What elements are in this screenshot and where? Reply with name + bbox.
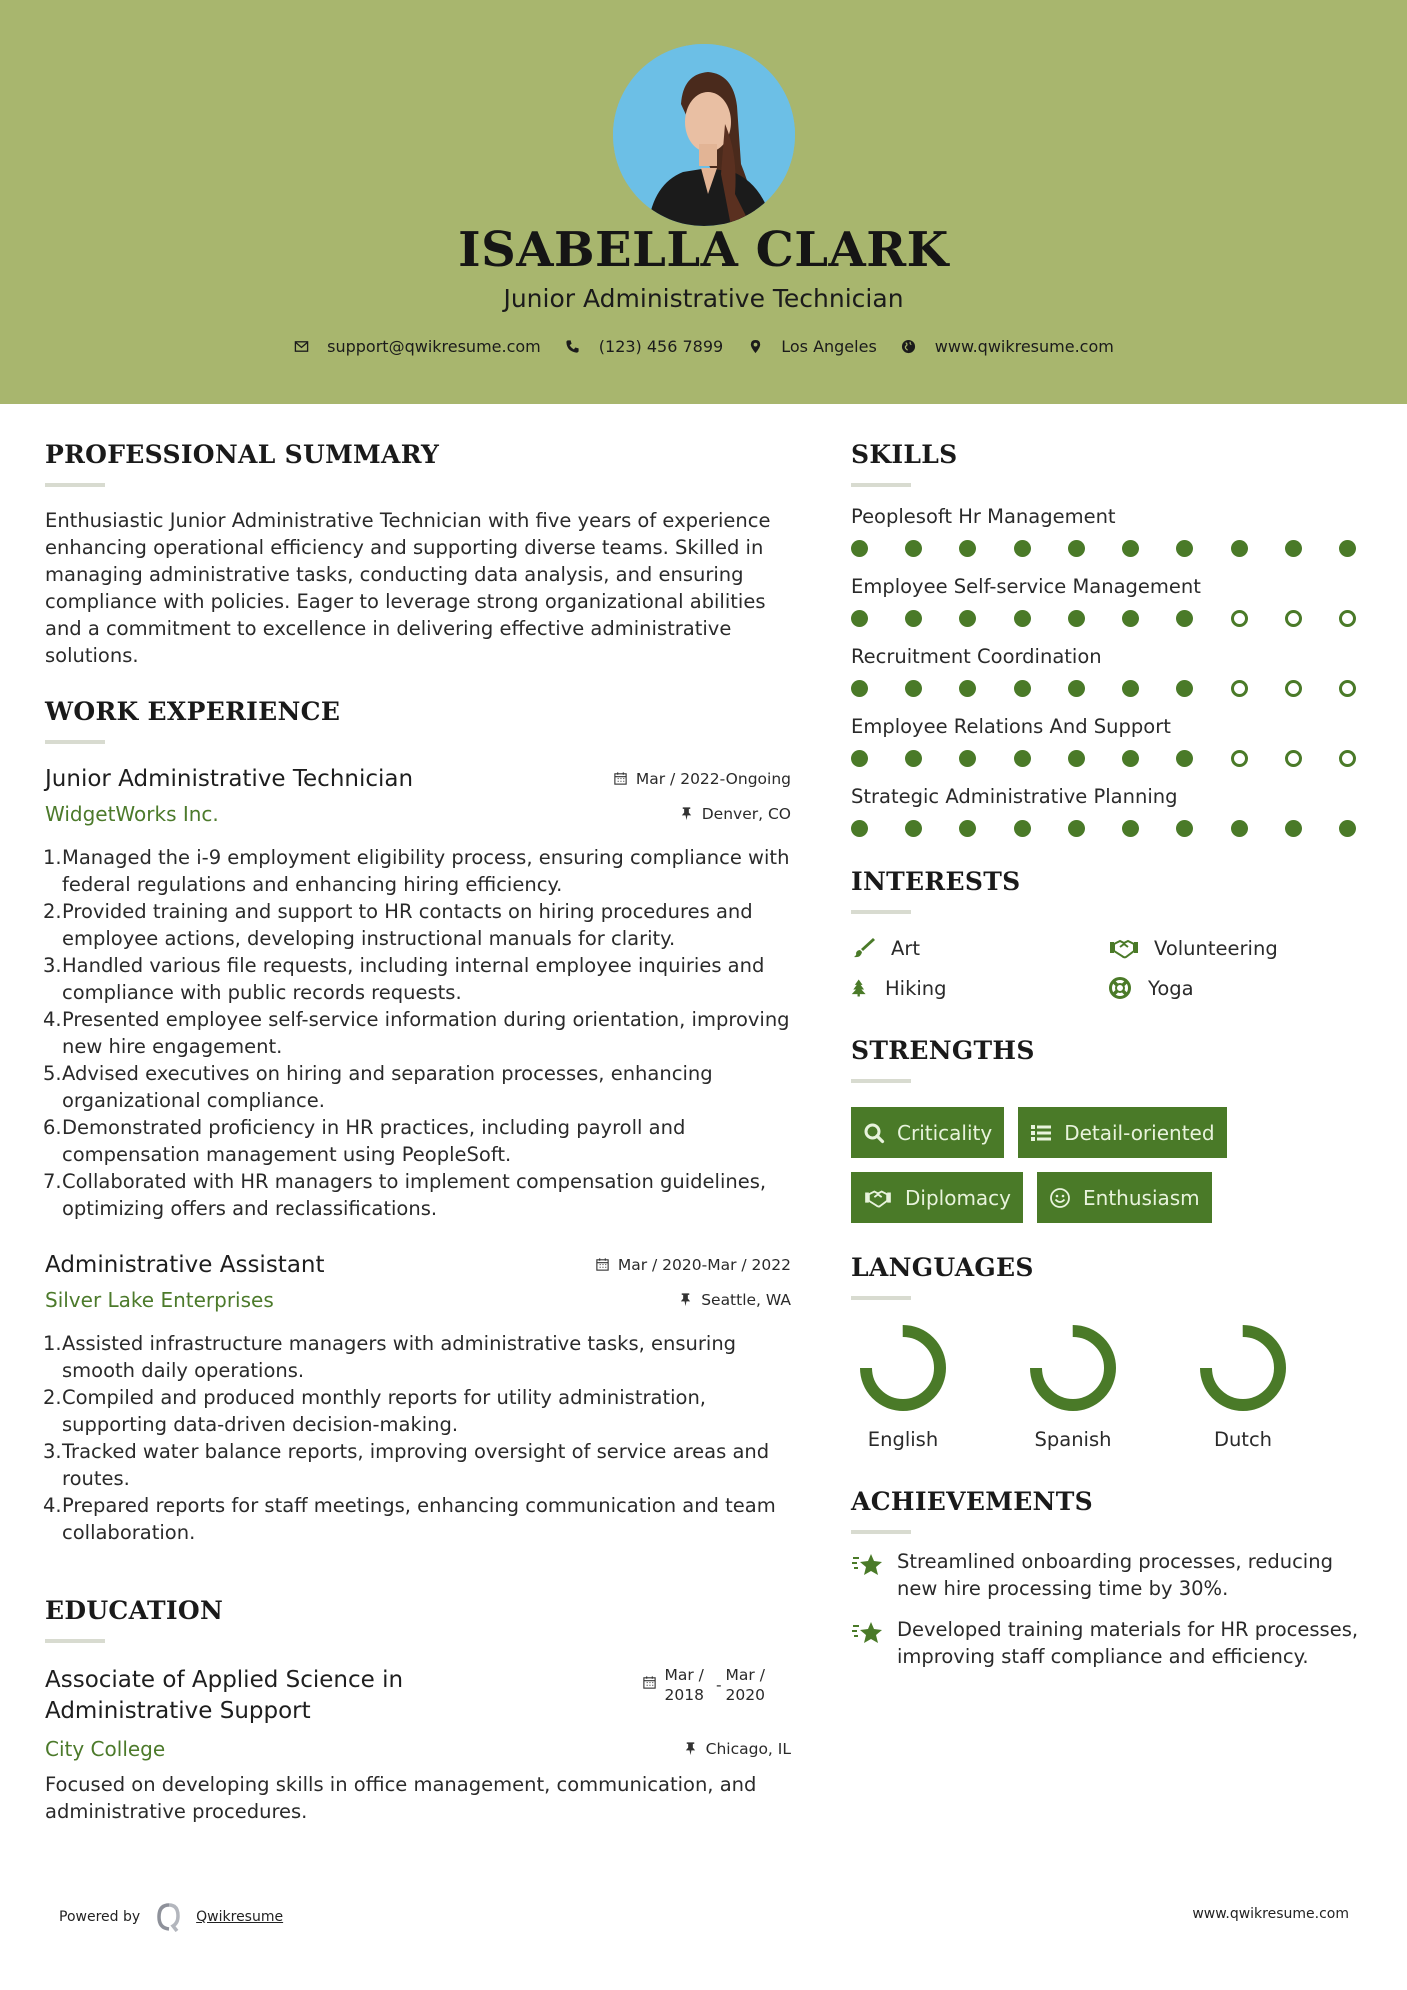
skill-rating (851, 750, 1356, 767)
contact-bar (0, 337, 1407, 356)
bullet-item: 3. Handled various file requests, including internal employee inquiries and compliance with public records requests. (43, 954, 765, 1004)
strength-chip (1018, 1107, 1226, 1158)
contact-phone-text: (123) 456 7899 (598, 337, 724, 356)
list-icon (1030, 1122, 1052, 1144)
contact-website[interactable] (901, 337, 1114, 356)
section-divider (45, 1639, 105, 1643)
languages-list (851, 1322, 1371, 1451)
school-name: City College (45, 1737, 166, 1761)
language-progress-ring (857, 1322, 949, 1414)
handshake-icon (1108, 936, 1140, 960)
interest-label: Hiking (885, 976, 947, 1000)
interest-label: Volunteering (1154, 936, 1278, 960)
summary-text: Enthusiastic Junior Administrative Technician with five years of experience enhancing operational efficiency and supporting diverse teams. Skilled in managing administrative tasks, conducting data analysis, and ensuring compliance with policies. Eager to leverage strong organizational abilities and a commitment to excellence in delivering effective administrative solutions. (45, 509, 771, 667)
section-divider (45, 483, 105, 487)
rating-dot-empty (1231, 610, 1248, 627)
bullet-item: 7. Collaborated with HR managers to implement compensation guidelines, optimizing offers and reclassifications. (43, 1170, 767, 1220)
education-section (45, 1596, 791, 1825)
rating-dot-filled (905, 750, 922, 767)
strengths-section (851, 1036, 1371, 1223)
rating-dot-filled (1068, 820, 1085, 837)
rating-dot-filled (1068, 680, 1085, 697)
bullet-item: 1. Managed the i-9 employment eligibility process, ensuring compliance with federal regulations and enhancing hiring efficiency. (43, 846, 790, 896)
rating-dot-filled (1176, 750, 1193, 767)
achievements-title: ACHIEVEMENTS (851, 1487, 1093, 1516)
envelope-icon (293, 339, 309, 355)
job-dates-text: Mar / 2020-Mar / 2022 (617, 1255, 791, 1274)
education-title: EDUCATION (45, 1596, 224, 1625)
rating-dot-filled (1176, 680, 1193, 697)
languages-section (851, 1253, 1371, 1451)
interest-label: Art (891, 936, 921, 960)
qwikresume-logo-icon (154, 1902, 184, 1932)
interest-item (851, 976, 1108, 1000)
interest-item (1108, 936, 1358, 960)
job-dates-text: Mar / 2022-Ongoing (635, 769, 791, 788)
rating-dot-filled (1068, 750, 1085, 767)
section-divider (851, 1079, 911, 1083)
star-achievement-icon (851, 1618, 885, 1648)
rating-dot-filled (1122, 750, 1139, 767)
skill-name: Recruitment Coordination (851, 645, 1102, 668)
section-divider (45, 740, 105, 744)
bullet-item: 6. Demonstrated proficiency in HR practices, including payroll and compensation management using PeopleSoft. (43, 1116, 686, 1166)
language-progress-ring (1197, 1322, 1289, 1414)
rating-dot-filled (1339, 540, 1356, 557)
language-label: English (867, 1428, 939, 1451)
candidate-name: ISABELLA CLARK (458, 222, 949, 278)
education-dates: Mar / 2018 - Mar / 2020 (642, 1665, 766, 1705)
section-divider (851, 483, 911, 487)
education-entry (45, 1665, 791, 1825)
rating-dot-filled (851, 750, 868, 767)
achievement-item (851, 1616, 1371, 1670)
job-bullets (45, 1330, 791, 1546)
rating-dot-empty (1231, 750, 1248, 767)
rating-dot-filled (1285, 820, 1302, 837)
achievement-item (851, 1548, 1371, 1602)
rating-dot-empty (1285, 680, 1302, 697)
contact-location (747, 337, 877, 356)
handshake-icon (863, 1187, 893, 1209)
candidate-role: Junior Administrative Technician (503, 284, 904, 313)
rating-dot-filled (1014, 540, 1031, 557)
rating-dot-filled (1068, 540, 1085, 557)
rating-dot-filled (1176, 820, 1193, 837)
job-dates (613, 770, 791, 788)
bullet-item: 4. Prepared reports for staff meetings, enhancing communication and team collaboration. (43, 1494, 776, 1544)
bullet-item: 2. Provided training and support to HR contacts on hiring procedures and employee actions, developing instructional manuals for clarity. (43, 900, 753, 950)
language-progress-ring (1027, 1322, 1119, 1414)
powered-by-label: Powered by (59, 1909, 141, 1925)
interests-list (851, 936, 1371, 1000)
skill-rating (851, 610, 1356, 627)
calendar-icon (642, 1675, 657, 1690)
rating-dot-filled (851, 820, 868, 837)
degree-title: Associate of Applied Science in Administrative Support (45, 1667, 404, 1724)
rating-dot-filled (1231, 820, 1248, 837)
job-location (679, 805, 791, 823)
paintbrush-icon (851, 936, 877, 960)
rating-dot-filled (1014, 820, 1031, 837)
job-location-text: Denver, CO (701, 804, 791, 823)
strength-chip (1037, 1172, 1212, 1223)
strength-label: Diplomacy (905, 1185, 1012, 1210)
language-item (1021, 1322, 1191, 1451)
interest-label: Yoga (1148, 976, 1194, 1000)
right-column (851, 440, 1371, 1670)
skill-name: Peoplesoft Hr Management (851, 505, 1116, 528)
strengths-title: STRENGTHS (851, 1036, 1035, 1065)
rating-dot-filled (1122, 540, 1139, 557)
rating-dot-filled (959, 750, 976, 767)
rating-dot-filled (1339, 820, 1356, 837)
job-entry (45, 766, 791, 1222)
rating-dot-filled (851, 680, 868, 697)
footer-website[interactable]: www.qwikresume.com (1192, 1906, 1349, 1922)
rating-dot-filled (905, 680, 922, 697)
bullet-item: 2. Compiled and produced monthly reports for utility administration, supporting data-driven decision-making. (43, 1386, 706, 1436)
rating-dot-filled (1014, 680, 1031, 697)
achievement-text: Streamlined onboarding processes, reducing new hire processing time by 30%. (897, 1550, 1333, 1600)
calendar-icon (613, 771, 628, 786)
life-ring-icon (1108, 976, 1134, 1000)
job-company: Silver Lake Enterprises (45, 1288, 274, 1312)
rating-dot-filled (1176, 540, 1193, 557)
phone-icon (565, 339, 581, 355)
search-icon (863, 1122, 885, 1144)
rating-dot-empty (1339, 610, 1356, 627)
skill-name: Employee Self-service Management (851, 575, 1201, 598)
interests-section (851, 867, 1371, 1000)
calendar-icon (595, 1257, 610, 1272)
skill-rating (851, 540, 1356, 557)
section-divider (851, 1296, 911, 1300)
rating-dot-filled (1231, 540, 1248, 557)
bullet-item: 3. Tracked water balance reports, improving oversight of service areas and routes. (43, 1440, 770, 1490)
skill-name: Strategic Administrative Planning (851, 785, 1178, 808)
header-banner (0, 0, 1407, 404)
rating-dot-empty (1285, 750, 1302, 767)
language-item (1191, 1322, 1361, 1451)
strengths-list (851, 1107, 1271, 1223)
rating-dot-filled (1122, 820, 1139, 837)
rating-dot-filled (1014, 750, 1031, 767)
rating-dot-filled (851, 540, 868, 557)
achievements-section (851, 1487, 1371, 1670)
skills-title: SKILLS (851, 440, 958, 469)
languages-title: LANGUAGES (851, 1253, 1034, 1282)
interest-item (1108, 976, 1358, 1000)
bullet-item: 1. Assisted infrastructure managers with administrative tasks, ensuring smooth daily operations. (43, 1332, 737, 1382)
job-bullets (45, 844, 791, 1222)
tree-icon (851, 976, 871, 1000)
school-location (683, 1740, 791, 1758)
rating-dot-filled (1122, 680, 1139, 697)
footer-powered-by (59, 1902, 283, 1932)
section-divider (851, 910, 911, 914)
rating-dot-filled (1014, 610, 1031, 627)
rating-dot-empty (1285, 610, 1302, 627)
interest-item (851, 936, 1108, 960)
bullet-item: 4. Presented employee self-service information during orientation, improving new hire engagement. (43, 1008, 790, 1058)
left-column (45, 440, 791, 1825)
profile-photo-image (613, 44, 795, 226)
qwikresume-link[interactable]: Qwikresume (196, 1909, 284, 1925)
job-location-text: Seattle, WA (701, 1290, 791, 1309)
rating-dot-filled (959, 820, 976, 837)
education-description: Focused on developing skills in office management, communication, and administrative procedures. (45, 1773, 757, 1823)
achievement-text: Developed training materials for HR processes, improving staff compliance and efficiency. (897, 1618, 1359, 1668)
rating-dot-empty (1339, 680, 1356, 697)
job-dates (595, 1256, 791, 1274)
skill-rating (851, 680, 1356, 697)
rating-dot-filled (851, 610, 868, 627)
strength-chip (851, 1107, 1004, 1158)
job-title: Junior Administrative Technician (45, 766, 414, 792)
language-item (851, 1322, 1021, 1451)
rating-dot-filled (959, 680, 976, 697)
strength-label: Detail-oriented (1064, 1120, 1215, 1145)
skill-rating (851, 820, 1356, 837)
strength-label: Criticality (897, 1120, 993, 1145)
pushpin-icon (678, 1292, 693, 1307)
experience-section (45, 697, 791, 1546)
rating-dot-filled (959, 540, 976, 557)
school-location-text: Chicago, IL (705, 1739, 791, 1758)
language-label: Dutch (1213, 1428, 1273, 1451)
rating-dot-empty (1231, 680, 1248, 697)
rating-dot-empty (1339, 750, 1356, 767)
pushpin-icon (679, 806, 694, 821)
skills-section (851, 440, 1371, 837)
strength-chip (851, 1172, 1023, 1223)
summary-title: PROFESSIONAL SUMMARY (45, 440, 440, 469)
language-label: Spanish (1034, 1428, 1112, 1451)
contact-location-text: Los Angeles (781, 337, 877, 356)
experience-title: WORK EXPERIENCE (45, 697, 341, 726)
pushpin-icon (683, 1741, 698, 1756)
rating-dot-filled (905, 540, 922, 557)
job-location (678, 1291, 791, 1309)
rating-dot-filled (959, 610, 976, 627)
contact-email-text: support@qwikresume.com (327, 337, 541, 356)
map-marker-icon (747, 339, 763, 355)
rating-dot-filled (1176, 610, 1193, 627)
rating-dot-filled (1068, 610, 1085, 627)
rating-dot-filled (905, 610, 922, 627)
smile-icon (1049, 1187, 1071, 1209)
rating-dot-filled (1285, 540, 1302, 557)
section-divider (851, 1530, 911, 1534)
bullet-item: 5. Advised executives on hiring and separation processes, enhancing organizational compliance. (43, 1062, 713, 1112)
contact-website-text: www.qwikresume.com (934, 337, 1114, 356)
skills-list (851, 505, 1371, 837)
skill-name: Employee Relations And Support (851, 715, 1171, 738)
summary-section (45, 440, 791, 669)
strength-label: Enthusiasm (1083, 1185, 1200, 1210)
rating-dot-filled (1122, 610, 1139, 627)
globe-icon (901, 339, 917, 355)
job-title: Administrative Assistant (45, 1252, 325, 1278)
job-entry (45, 1252, 791, 1546)
star-achievement-icon (851, 1550, 885, 1580)
contact-phone[interactable] (565, 337, 723, 356)
contact-email[interactable] (293, 337, 541, 356)
job-company: WidgetWorks Inc. (45, 802, 219, 826)
profile-photo (613, 44, 795, 226)
rating-dot-filled (905, 820, 922, 837)
interests-title: INTERESTS (851, 867, 1021, 896)
